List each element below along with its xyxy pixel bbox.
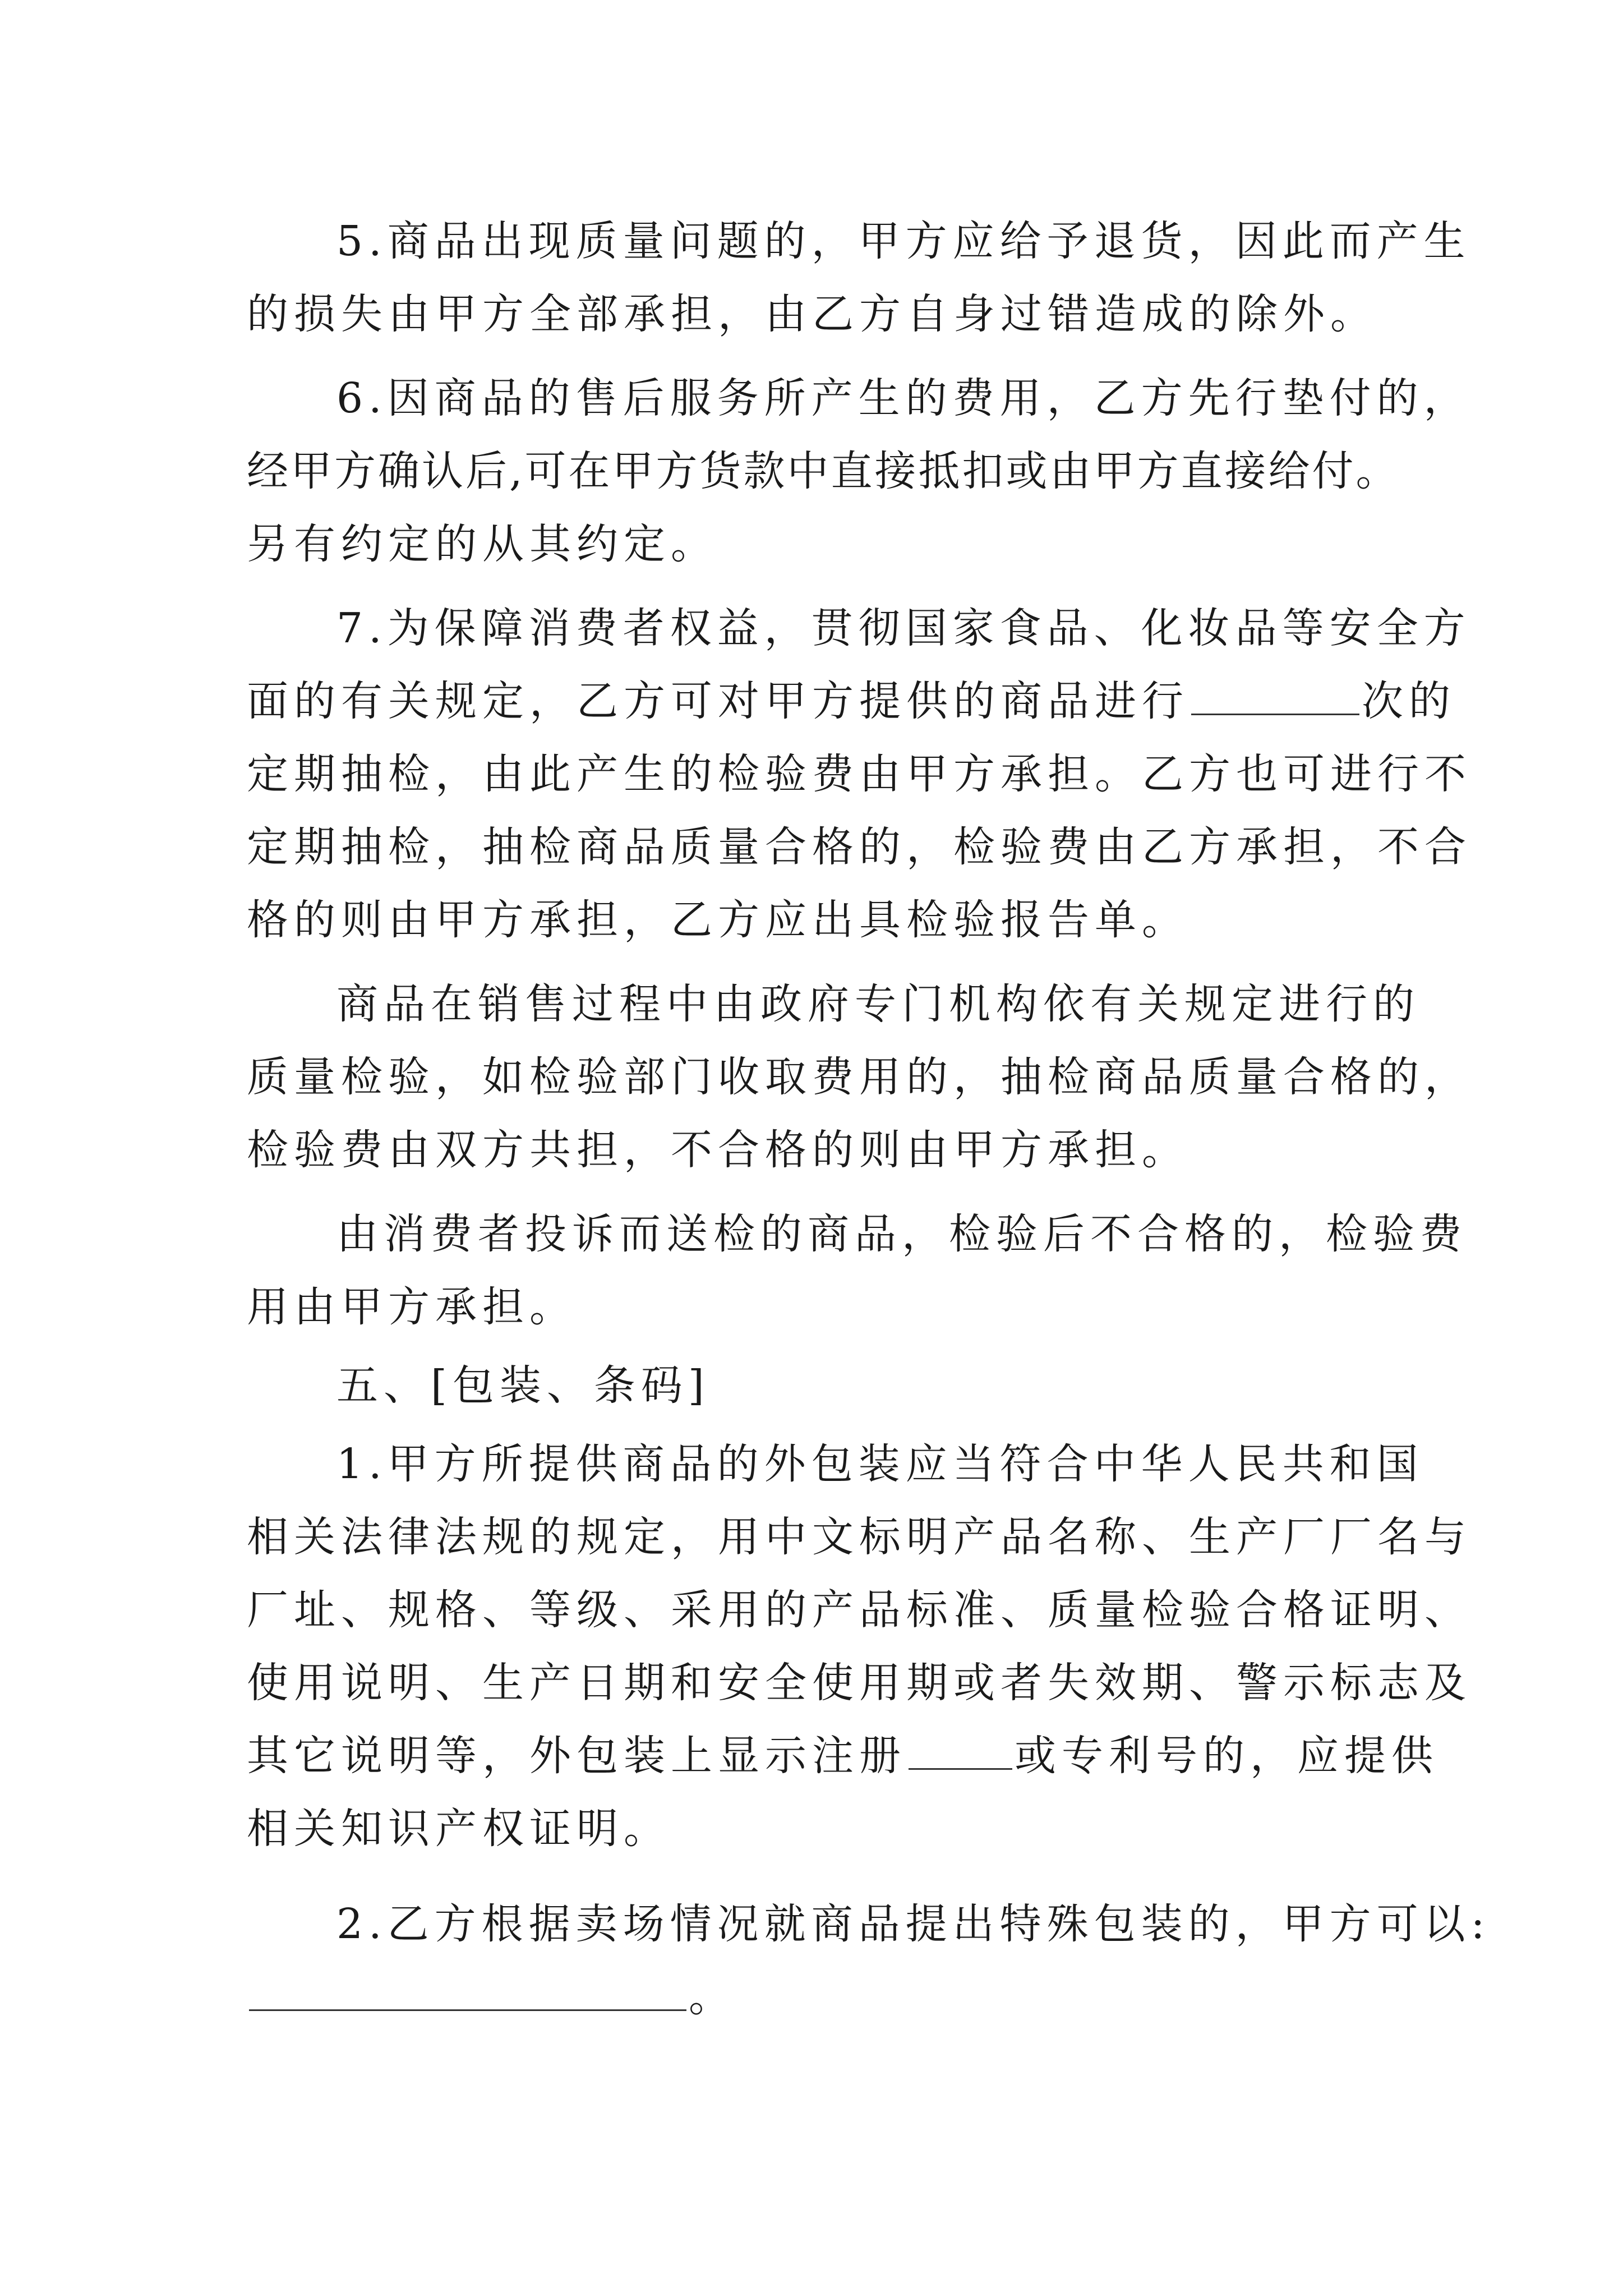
paragraph-line: 6.因商品的售后服务所产生的费用，乙方先行垫付的， [336,374,1471,422]
line-text: 。 [689,1973,736,2021]
line-text: 面的有关规定，乙方可对甲方提供的商品进行 [247,677,1189,725]
paragraph-line: 相关法律法规的规定，用中文标明产品名称、生产厂厂名与 [247,1513,1472,1561]
paragraph-line: 使用说明、生产日期和安全使用期或者失效期、警示标志及 [247,1659,1472,1707]
paragraph-line: 1.甲方所提供商品的外包装应当符合中华人民共和国 [336,1440,1424,1488]
paragraph-line [247,1728,1438,1784]
paragraph-line: 5.商品出现质量问题的，甲方应给予退货，因此而产生 [336,217,1471,265]
paragraph-line: 相关知识产权证明。 [247,1805,671,1853]
fill-in-blank [249,1975,686,2011]
paragraph-line: 由消费者投诉而送检的商品，检验后不合格的，检验费 [336,1210,1467,1258]
paragraph-line: 用由甲方承担。 [247,1283,577,1331]
fill-in-blank [1191,679,1359,715]
paragraph-line: 质量检验，如检验部门收取费用的，抽检商品质量合格的， [247,1053,1472,1101]
paragraph-line [247,1969,1391,2025]
line-text: 次的 [1362,677,1456,725]
paragraph-line: 格的则由甲方承担，乙方应出具检验报告单。 [247,896,1189,944]
paragraph-line: 经甲方确认后,可在甲方货款中直接抵扣或由甲方直接给付。 [247,447,1400,495]
paragraph-line: 2.乙方根据卖场情况就商品提出特殊包装的，甲方可以: [336,1900,1491,1948]
paragraph-line: 7.为保障消费者权益，贯彻国家食品、化妆品等安全方 [336,604,1471,652]
line-text: 其它说明等，外包装上显示注册 [247,1732,906,1780]
paragraph-line: 的损失由甲方全部承担，由乙方自身过错造成的除外。 [247,290,1377,338]
paragraph-line: 定期抽检，抽检商品质量合格的，检验费由乙方承担，不合 [247,823,1472,871]
paragraph-line: 定期抽检，由此产生的检验费由甲方承担。乙方也可进行不 [247,750,1472,798]
paragraph-line: 商品在销售过程中由政府专门机构依有关规定进行的 [336,980,1420,1028]
paragraph-line: 厂址、规格、等级、采用的产品标准、质量检验合格证明、 [247,1586,1472,1634]
section-heading: 五、[包装、条码] [336,1361,710,1410]
fill-in-blank [909,1733,1012,1770]
paragraph-line: 检验费由双方共担，不合格的则由甲方承担。 [247,1126,1189,1174]
paragraph-line: 另有约定的从其约定。 [247,520,718,568]
paragraph-line [247,673,1456,729]
line-text: 或专利号的，应提供 [1015,1732,1438,1780]
